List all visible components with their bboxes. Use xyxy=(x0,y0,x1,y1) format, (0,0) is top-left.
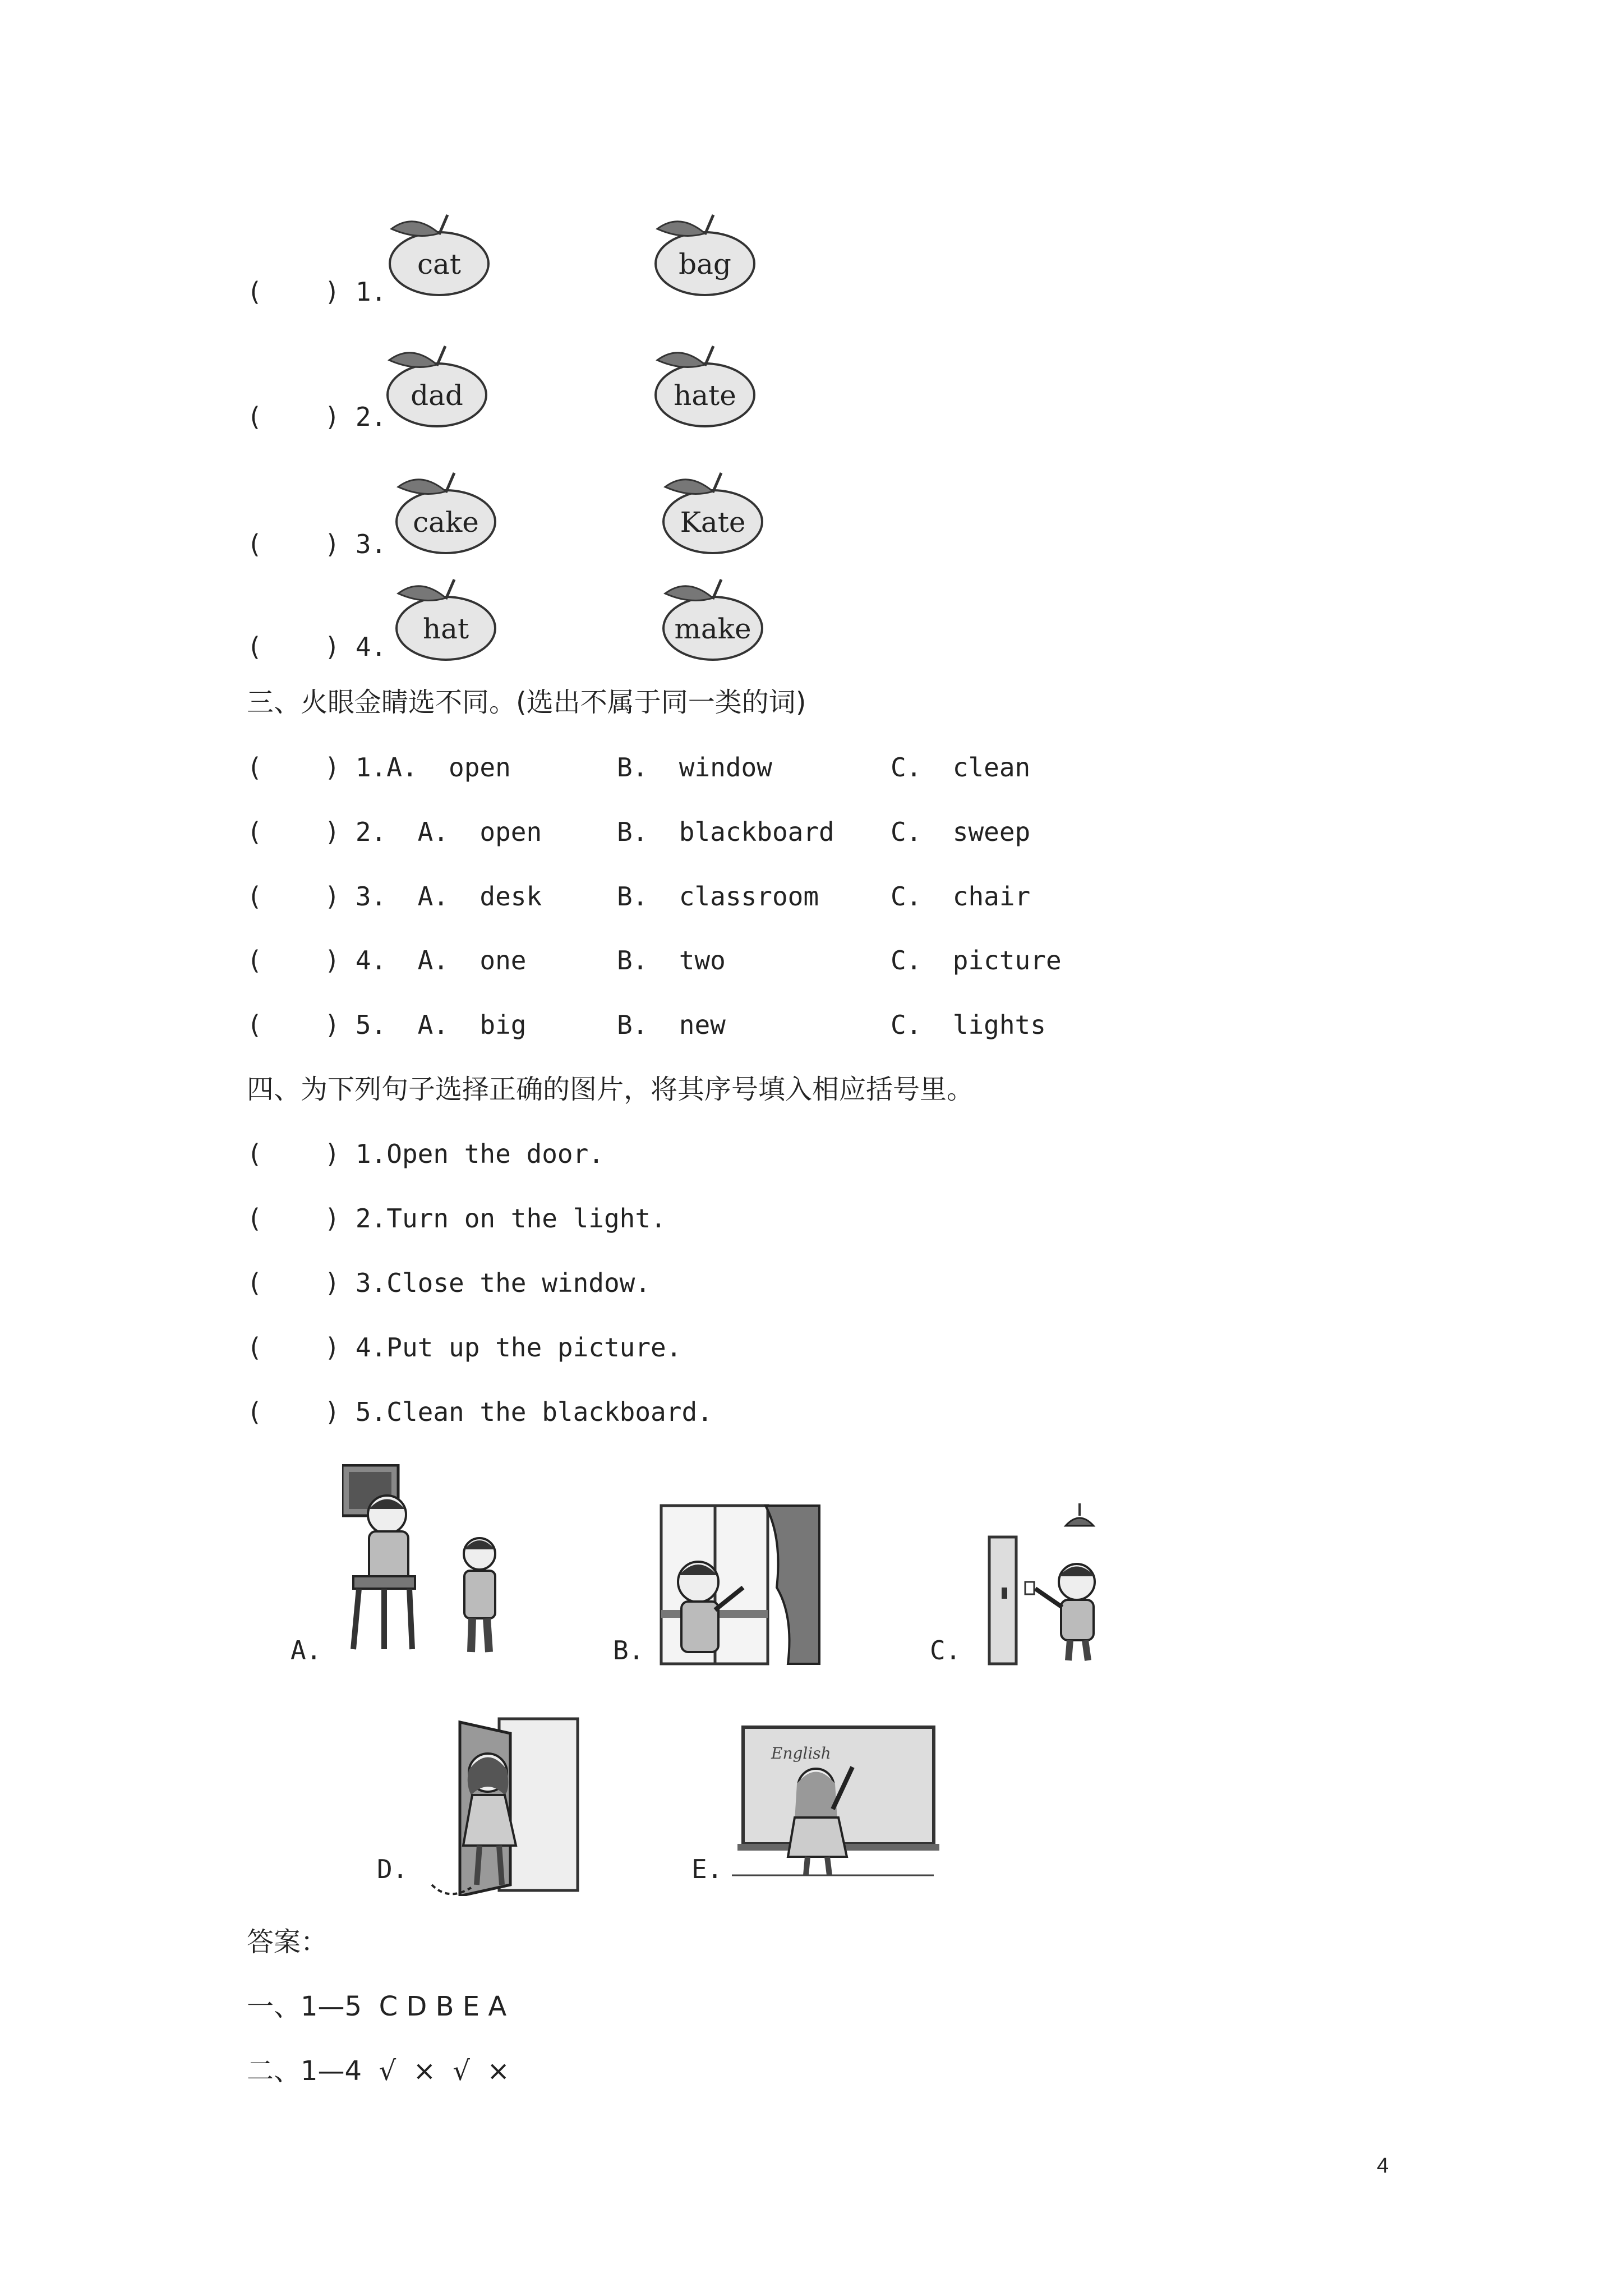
picture-d-label: D. xyxy=(377,1854,408,1884)
part2-bracket-2: ( ) 2. xyxy=(247,402,387,432)
part3-q5-c: C. lights xyxy=(891,1010,1046,1040)
girl-opening-door-icon xyxy=(426,1717,583,1896)
part3-q1-c: C. clean xyxy=(891,752,1031,783)
apple-icon xyxy=(393,577,499,661)
apple-icon xyxy=(393,470,499,554)
part3-title: 三、火眼金睛选不同。(选出不属于同一类的词) xyxy=(247,687,806,718)
apple-word-card xyxy=(660,470,766,554)
apple-word: hate xyxy=(674,379,736,412)
part3-q3-c: C. chair xyxy=(891,881,1031,912)
apple-word: hat xyxy=(422,613,469,645)
board-scribble: English xyxy=(771,1744,831,1763)
part4-sentence-4: ( ) 4.Put up the picture. xyxy=(247,1332,682,1363)
boy-turning-on-light-icon xyxy=(987,1503,1138,1666)
apple-word: cat xyxy=(417,248,461,280)
picture-c-label: C. xyxy=(930,1635,961,1665)
apple-word-card xyxy=(652,212,758,296)
part4-sentence-3: ( ) 3.Close the window. xyxy=(247,1268,651,1298)
part2-bracket-4: ( ) 4. xyxy=(247,632,387,662)
apple-word: dad xyxy=(411,379,463,412)
answers-title: 答案： xyxy=(247,1926,328,1958)
part3-q2: ( ) 2. A. open xyxy=(247,817,542,847)
part4-title: 四、为下列句子选择正确的图片，将其序号填入相应括号里。 xyxy=(247,1074,974,1105)
answers-line-2: 二、1—4 √ × √ × xyxy=(247,2055,510,2087)
part3-q4-b: B. two xyxy=(617,945,726,976)
picture-b-label: B. xyxy=(613,1635,644,1665)
apple-word: bag xyxy=(679,248,731,280)
part4-sentence-1: ( ) 1.Open the door. xyxy=(247,1139,604,1169)
girl-cleaning-blackboard-icon xyxy=(732,1725,939,1876)
part3-q5: ( ) 5. A. big xyxy=(247,1010,527,1040)
part2-bracket-1: ( ) 1. xyxy=(247,277,387,307)
picture-e-label: E. xyxy=(691,1854,723,1884)
apple-word: Kate xyxy=(680,506,746,539)
boy-closing-window-icon xyxy=(659,1503,822,1666)
apple-icon xyxy=(652,212,758,296)
apple-word-card xyxy=(393,577,499,661)
apple-icon xyxy=(660,577,766,661)
part3-q3-b: B. classroom xyxy=(617,881,819,912)
picture-a-label: A. xyxy=(291,1635,322,1665)
part3-q2-b: B. blackboard xyxy=(617,817,834,847)
apple-icon xyxy=(384,343,490,427)
apple-icon xyxy=(660,470,766,554)
picture-a xyxy=(342,1464,527,1655)
picture-b xyxy=(659,1503,822,1666)
apple-word-card xyxy=(386,212,492,296)
apple-word-card xyxy=(384,343,490,427)
picture-c xyxy=(987,1503,1138,1666)
apple-word-card xyxy=(652,343,758,427)
boy-hanging-picture-icon xyxy=(342,1464,527,1655)
apple-icon xyxy=(652,343,758,427)
part2-bracket-3: ( ) 3. xyxy=(247,529,387,559)
part3-q1: ( ) 1.A. open xyxy=(247,752,511,783)
part3-q1-b: B. window xyxy=(617,752,772,783)
part3-q4: ( ) 4. A. one xyxy=(247,945,527,976)
part3-q4-c: C. picture xyxy=(891,945,1062,976)
apple-word: make xyxy=(674,613,751,645)
part4-sentence-5: ( ) 5.Clean the blackboard. xyxy=(247,1397,713,1427)
page-number: 4 xyxy=(1377,2154,1389,2178)
apple-icon xyxy=(386,212,492,296)
answers-line-1: 一、1—5 C D B E A xyxy=(247,1991,507,2022)
part3-q5-b: B. new xyxy=(617,1010,726,1040)
part4-sentence-2: ( ) 2.Turn on the light. xyxy=(247,1203,666,1234)
part3-q3: ( ) 3. A. desk xyxy=(247,881,542,912)
picture-e xyxy=(732,1725,939,1876)
picture-d xyxy=(426,1717,583,1896)
apple-word-card xyxy=(393,470,499,554)
apple-word: cake xyxy=(413,506,479,539)
part3-q2-c: C. sweep xyxy=(891,817,1031,847)
apple-word-card xyxy=(660,577,766,661)
